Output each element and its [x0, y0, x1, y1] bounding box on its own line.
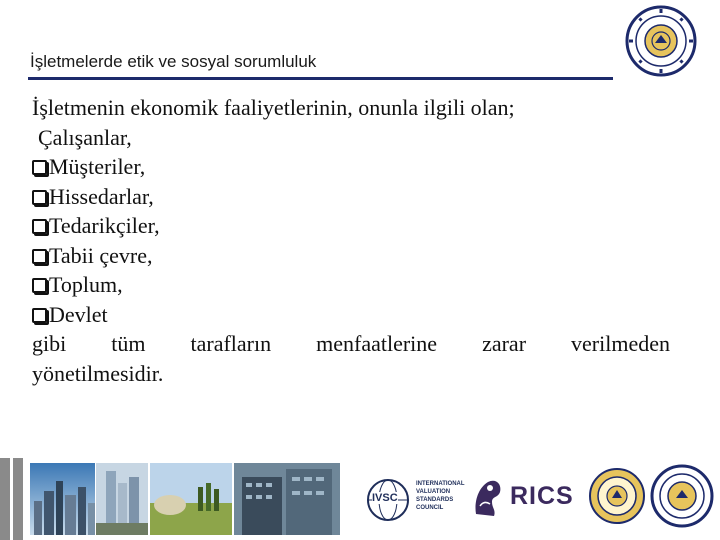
ankara-university-seal-icon — [650, 464, 714, 528]
list-item-label: Hissedarlar, — [49, 183, 154, 209]
footer-gray-bar — [13, 458, 23, 540]
ankara-university-seal-icon — [625, 5, 697, 77]
footer-band — [0, 458, 720, 540]
ivsc-line: INTERNATIONAL — [416, 481, 465, 487]
rics-wordmark: RICS — [510, 482, 574, 510]
gold-seal-icon — [588, 464, 646, 528]
list-item — [32, 300, 670, 330]
ivsc-line: COUNCIL — [416, 505, 444, 511]
list-item — [32, 182, 670, 212]
bullet-box-icon — [32, 219, 47, 234]
rics-logo — [470, 476, 580, 522]
list-item-label: Toplum, — [49, 272, 123, 297]
bullet-box-icon — [32, 308, 47, 323]
ivsc-line: VALUATION — [416, 489, 451, 495]
list-item-label: Çalışanlar, — [38, 124, 132, 150]
page-title: İşletmelerde etik ve sosyal sorumluluk — [30, 52, 317, 71]
list-item-label: Devlet — [49, 301, 108, 327]
list-item — [32, 123, 670, 153]
city-skyline-photo-icon — [30, 463, 95, 535]
list-item — [32, 211, 670, 241]
list-item — [32, 270, 670, 300]
ivsc-line: STANDARDS — [416, 497, 454, 503]
landscape-photo-icon — [150, 463, 232, 535]
list-item-label: Müşteriler, — [49, 154, 146, 179]
tower-photo-icon — [96, 463, 148, 535]
list-item — [32, 152, 670, 182]
rics-lion-icon — [470, 476, 504, 518]
slide-body — [32, 93, 670, 388]
bullet-box-icon — [32, 160, 47, 175]
bullet-box-icon — [32, 249, 47, 264]
intro-line: İşletmenin ekonomik faaliyetlerinin, onunla ilgili olan; — [32, 95, 515, 120]
ivsc-logo — [366, 476, 466, 526]
bullet-box-icon — [32, 190, 47, 205]
list-item — [32, 241, 670, 271]
header-rule — [28, 77, 613, 80]
ivsc-abbr: IVSC — [372, 492, 398, 504]
building-photo-icon — [234, 463, 340, 535]
bullet-box-icon — [32, 278, 47, 293]
footer-gray-bar — [0, 458, 10, 540]
closing-line-end: yönetilmesidir. — [32, 360, 164, 386]
list-item-label: Tedarikçiler, — [49, 213, 160, 238]
list-item-label: Tabii çevre, — [49, 242, 153, 268]
closing-line: gibi tüm tarafların menfaatlerine zarar verilmeden — [32, 331, 670, 356]
